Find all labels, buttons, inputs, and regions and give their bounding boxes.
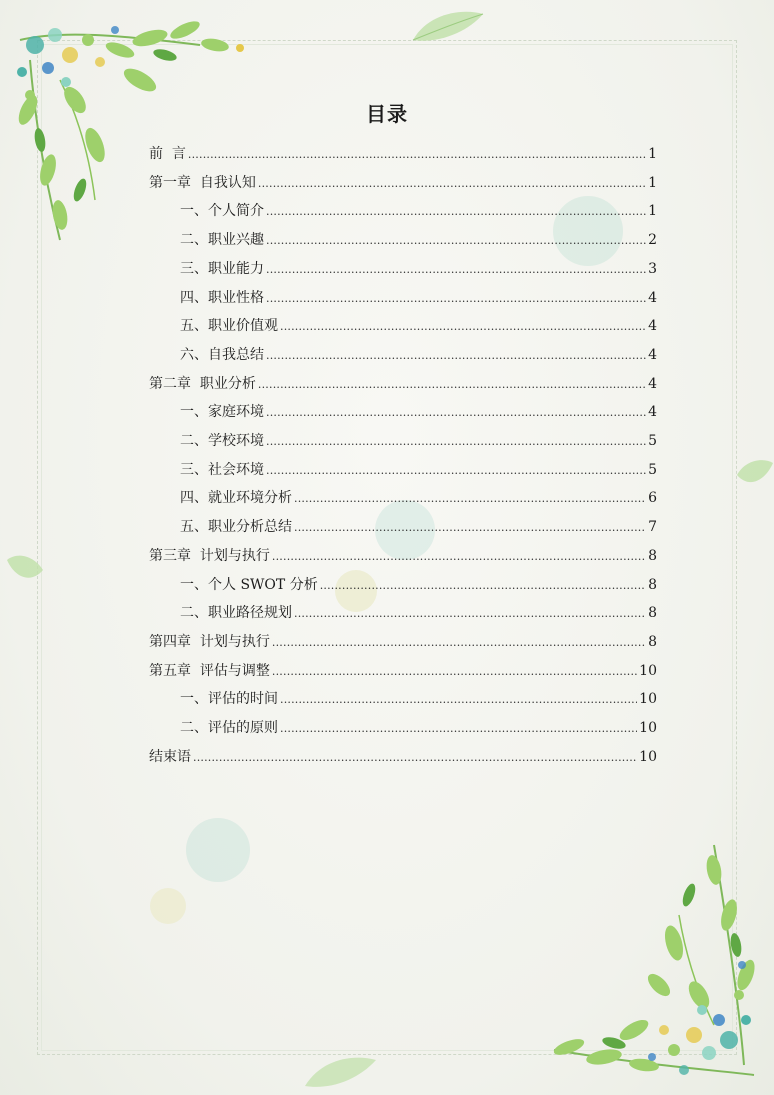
toc-entry[interactable] [149, 145, 657, 163]
toc-dot-leader [280, 318, 646, 336]
toc-dot-leader [266, 290, 646, 308]
toc-entry[interactable] [180, 202, 657, 220]
toc-dot-leader [266, 347, 646, 365]
toc-entry-label: 二、职业兴趣 [180, 232, 264, 248]
toc-dot-leader [266, 404, 646, 422]
toc-entry-label: 第一章 自我认知 [149, 175, 256, 191]
toc-entry[interactable] [180, 317, 657, 335]
toc-entry-page-number: 10 [639, 691, 657, 707]
toc-entry[interactable] [180, 604, 657, 622]
toc-entry[interactable] [180, 260, 657, 278]
toc-entry-page-number: 3 [648, 261, 657, 277]
toc-entry-page-number: 1 [648, 175, 657, 191]
leaf-decoration [5, 550, 45, 590]
toc-dot-leader [280, 691, 637, 709]
toc-entry-page-number: 4 [648, 404, 657, 420]
toc-dot-leader [294, 605, 646, 623]
toc-dot-leader [266, 261, 646, 279]
toc-dot-leader [272, 634, 646, 652]
toc-entry-label: 五、职业价值观 [180, 318, 278, 334]
toc-entry-label: 三、社会环境 [180, 462, 264, 478]
toc-entry-label: 前 言 [149, 146, 186, 162]
toc-entry-label: 四、就业环境分析 [180, 490, 292, 506]
toc-dot-leader [266, 433, 646, 451]
toc-entry-page-number: 10 [639, 749, 657, 765]
toc-dot-leader [320, 577, 646, 595]
floral-corner-bottom-right-icon [514, 825, 774, 1095]
leaf-decoration [300, 1052, 380, 1092]
toc-entry-page-number: 8 [648, 605, 657, 621]
toc-entry[interactable] [149, 748, 657, 766]
toc-entry-label: 第五章 评估与调整 [149, 663, 270, 679]
toc-entry-page-number: 10 [639, 720, 657, 736]
toc-entry[interactable] [180, 576, 657, 594]
toc-dot-leader [258, 376, 646, 394]
toc-entry-page-number: 8 [648, 548, 657, 564]
toc-entry-page-number: 4 [648, 347, 657, 363]
toc-entry[interactable] [180, 403, 657, 421]
toc-dot-leader [272, 663, 637, 681]
toc-entry-label: 五、职业分析总结 [180, 519, 292, 535]
toc-entry-page-number: 1 [648, 146, 657, 162]
toc-entry[interactable] [180, 690, 657, 708]
toc-entry-label: 第二章 职业分析 [149, 376, 256, 392]
toc-entry-label: 第三章 计划与执行 [149, 548, 270, 564]
toc-dot-leader [272, 548, 646, 566]
toc-entry-label: 一、个人 SWOT 分析 [180, 577, 318, 593]
toc-entry-page-number: 8 [648, 577, 657, 593]
toc-entry[interactable] [180, 346, 657, 364]
toc-entry-page-number: 5 [648, 462, 657, 478]
toc-entry[interactable] [149, 662, 657, 680]
toc-dot-leader [294, 519, 646, 537]
toc-entry[interactable] [180, 432, 657, 450]
toc-dot-leader [193, 749, 637, 767]
toc-entry-page-number: 10 [639, 663, 657, 679]
toc-entry-page-number: 1 [648, 203, 657, 219]
toc-dot-leader [266, 462, 646, 480]
toc-dot-leader [294, 490, 646, 508]
toc-entry[interactable] [180, 289, 657, 307]
page-title: 目录 [366, 102, 408, 126]
toc-dot-leader [266, 232, 646, 250]
toc-entry[interactable] [149, 633, 657, 651]
toc-entry[interactable] [180, 231, 657, 249]
toc-entry-label: 第四章 计划与执行 [149, 634, 270, 650]
toc-entry[interactable] [180, 719, 657, 737]
toc-entry-label: 二、职业路径规划 [180, 605, 292, 621]
toc-entry[interactable] [180, 461, 657, 479]
leaf-decoration [735, 455, 774, 495]
toc-entry[interactable] [180, 489, 657, 507]
toc-entry-label: 一、评估的时间 [180, 691, 278, 707]
toc-entry-page-number: 8 [648, 634, 657, 650]
toc-dot-leader [280, 720, 637, 738]
toc-entry-page-number: 5 [648, 433, 657, 449]
toc-entry-page-number: 6 [648, 490, 657, 506]
toc-entry[interactable] [149, 547, 657, 565]
toc-entry-page-number: 4 [648, 376, 657, 392]
toc-entry-page-number: 2 [648, 232, 657, 248]
leaf-decoration [408, 8, 488, 48]
toc-entry-label: 结束语 [149, 749, 191, 765]
toc-entry-label: 六、自我总结 [180, 347, 264, 363]
toc-dot-leader [258, 175, 646, 193]
toc-entry-label: 一、个人简介 [180, 203, 264, 219]
toc-dot-leader [266, 203, 646, 221]
toc-entry-label: 三、职业能力 [180, 261, 264, 277]
toc-entry-page-number: 4 [648, 290, 657, 306]
toc-entry[interactable] [149, 174, 657, 192]
toc-entry-label: 二、评估的原则 [180, 720, 278, 736]
floral-corner-top-left-icon [0, 0, 260, 260]
toc-entry-page-number: 4 [648, 318, 657, 334]
toc-entry-label: 一、家庭环境 [180, 404, 264, 420]
toc-entry[interactable] [149, 375, 657, 393]
toc-entry-label: 四、职业性格 [180, 290, 264, 306]
toc-entry[interactable] [180, 518, 657, 536]
toc-dot-leader [188, 146, 646, 164]
toc-entry-label: 二、学校环境 [180, 433, 264, 449]
toc-entry-page-number: 7 [648, 519, 657, 535]
